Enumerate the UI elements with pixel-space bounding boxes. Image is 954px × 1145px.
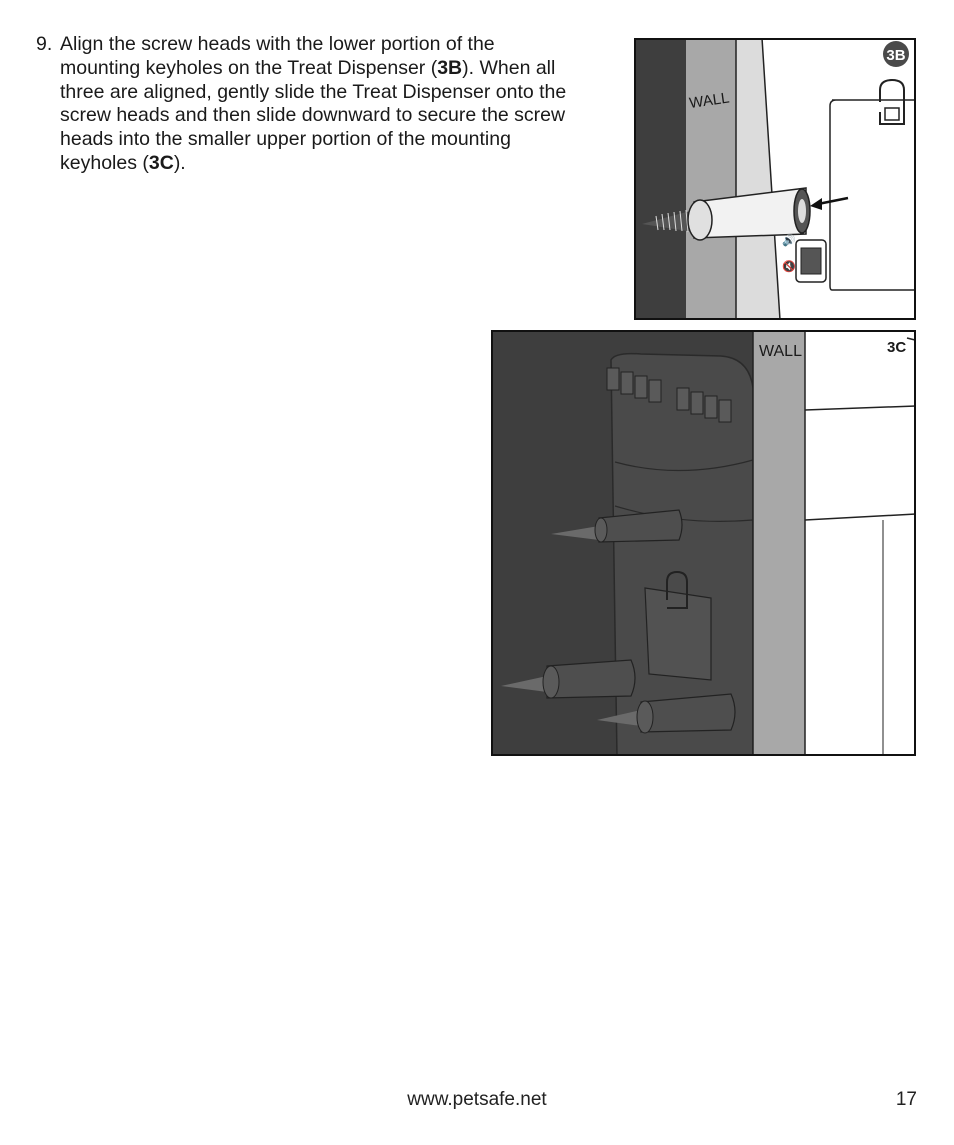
- wall-dark-band: [634, 38, 686, 320]
- figure-3c: [491, 330, 916, 756]
- treat-dispenser-back: [830, 100, 916, 290]
- power-switch: [801, 248, 821, 274]
- step-number: 9.: [36, 33, 53, 55]
- step-text-part-1: Align the screw heads with the lower portion of the mounting keyholes on the Treat Dispenser (: [60, 33, 495, 79]
- footer-website: www.petsafe.net: [407, 1089, 547, 1110]
- figure-3b-illustration: [634, 38, 916, 320]
- step-text: [60, 33, 580, 176]
- figure-3b: [634, 38, 916, 320]
- wall-grey-band: [686, 38, 736, 320]
- keyhole-panel: [645, 588, 711, 680]
- figure-badge-3c: 3C: [887, 339, 907, 356]
- speaker-on-icon: 🔊: [782, 235, 796, 247]
- figure-reference-3c: 3C: [148, 151, 174, 174]
- figure-badge-3b: 3B: [886, 47, 906, 64]
- step-text-part-2: ). When all three are aligned, gently slide the Treat Dispenser onto the screw heads and then slide downward to secure the screw heads into the smaller upper portion of the mounting keyholes (: [60, 56, 567, 174]
- wall-label: WALL: [688, 89, 731, 112]
- figure-reference-3b: 3B: [437, 56, 463, 79]
- wall-grey-band: [753, 330, 805, 756]
- figure-3c-illustration: [491, 330, 916, 756]
- speaker-mute-icon: 🔇: [782, 261, 796, 273]
- page-number: 17: [895, 1089, 917, 1110]
- step-text-part-3: ).: [173, 151, 186, 174]
- wall-label: WALL: [759, 343, 802, 360]
